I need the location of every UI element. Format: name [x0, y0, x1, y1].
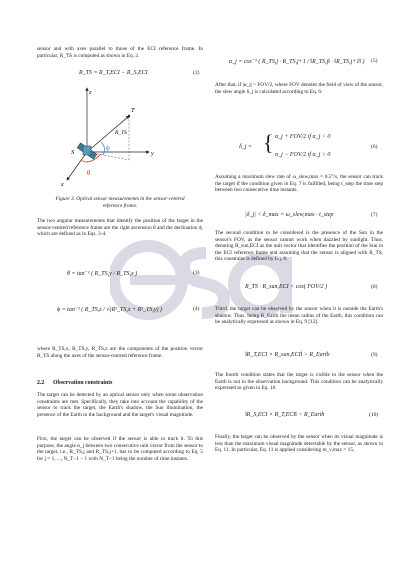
equation-4: ϕ = tan⁻¹ ( R_TS,z / √(R²_TS,x + R²_TS,y) )	[57, 307, 163, 313]
equation-7: |δ_j| < δ_max = ω_slew,max · t_step	[245, 212, 334, 218]
left-paragraph-5: First, the target can be observed if the sensor is able to track it. To this purpose, the angle α_j between two consecutive unit vector from the sensor to the target, i.e., R_TS,j and R_TS,j+1, has to be computed according to Eq. 5 for j = 1, ..., N_T−1 − 1 with N_T−1 being the number of time instants.	[37, 436, 203, 462]
equation-6-row-1: α_j + FOV/2 if α_j < 0	[275, 134, 331, 140]
equation-7-number: (7)	[371, 212, 378, 218]
section-heading-number: 2.2	[37, 380, 45, 386]
label-y: y	[151, 151, 154, 157]
label-S: S	[71, 149, 75, 156]
equation-4-number: (4)	[193, 306, 200, 312]
right-paragraph-6: Finally, the target can be observed by the sensor when its visual magnitude is less than the maximum visual magnitude detectable by the sensor, as shown in Eq. 11. In particular, Eq. 11 is applied considering m_v,max = 15,	[215, 434, 383, 454]
label-rts: R_TS	[115, 130, 127, 136]
section-heading: Observation constraints	[53, 380, 113, 386]
equation-6-row-2: α_j − FOV/2 if α_j > 0	[275, 152, 331, 158]
label-z: z	[89, 90, 92, 96]
equation-2-number: (2)	[193, 70, 200, 76]
equation-3-number: (3)	[193, 270, 200, 276]
equation-6-number: (6)	[371, 144, 378, 150]
equation-10: ‖R_S,ECI × R_T,ECI‖ < R_Earth	[245, 412, 325, 418]
equation-2: R_TS = R_T,ECI − R_S,ECI	[79, 70, 148, 76]
left-paragraph-1: sensor and with axes parallel to those of the ECI reference frame. In particular, R_TS is computed as shown in Eq. 2.	[37, 46, 203, 59]
label-T: T	[131, 107, 135, 114]
equation-8: R_TS · R_sun,ECI < cos( FOV/2 )	[245, 284, 328, 290]
equation-10-number: (10)	[369, 412, 379, 418]
equation-9: ‖R_T,ECI × R_sun,ECI‖ > R_Earth	[245, 352, 330, 358]
phi-arc	[101, 142, 105, 155]
left-paragraph-4: The target can be detected by an optical sensor only when some observation constraints are met. Specifically, they take into account the capability of the sensor to track the target, the Earth's shadow, the Sun illumination, the presence of the Earth in the background and the target's visual magnitude.	[37, 392, 203, 418]
equation-5: α_j = cos⁻¹ ( R_TS,j · R_TS,j+1 / ‖R_TS,j‖ · ‖R_TS,j+1‖ )	[229, 59, 365, 65]
left-paragraph-2: The two angular measurements that identify the position of the target in the sensor-centred reference frame are the right ascension θ and the declination ϕ, which are defined as in Eqs. 3-4.	[37, 218, 203, 238]
right-paragraph-3: The second condition to be considered is the presence of the Sun in the sensor's FOV, as the sensor cannot work when dazzled by sunlight. Thus, denoting R_sun,ECI as the unit vector that identifies the position of the Sun in the ECI reference frame and assuming that the sensor is aligned with R_TS, this constraint is defined by Eq. 8.	[215, 230, 383, 263]
equation-5-number: (5)	[371, 58, 378, 64]
x-axis	[67, 152, 87, 180]
target-point	[128, 115, 130, 117]
right-paragraph-5: The fourth condition states that the target is visible to the sensor when the Earth is not in the observation background. This condition can be analytically expressed as given in Eq. 10.	[215, 372, 383, 392]
equation-3: θ = tan⁻¹ ( R_TS,y / R_TS,x )	[67, 271, 138, 277]
label-phi: ϕ	[106, 144, 110, 152]
equation-8-number: (8)	[371, 284, 378, 290]
right-paragraph-1: After that, if |α_j| > FOV/2, where FOV denotes the field of view of the sensor, the slew angle δ_j is calculated according to Eq. 6.	[215, 82, 383, 95]
label-x: x	[61, 182, 64, 188]
left-paragraph-3: where R_TS,x, R_TS,y, R_TS,z are the components of the position vector R_TS along the axes of the sensor-centred reference frame.	[37, 346, 203, 359]
figure-3-diagram	[37, 80, 203, 190]
figure-3-caption: Figure 3. Optical sensor measurements in the sensor-centred reference frame.	[55, 196, 185, 209]
equation-6-lhs: δ_j =	[239, 144, 253, 150]
label-theta: θ	[87, 169, 91, 177]
equation-6-brace: {	[263, 130, 274, 155]
right-paragraph-2: Assuming a maximum slew rate of ω_slew,max = 0.5°/s, the sensor can track the target if the condition given in Eq. 7 is fulfilled, being t_step the time step between two consecutive time instants.	[215, 174, 383, 194]
right-paragraph-4: Third, the target can be observed by the sensor when it is outside the Earth's shadow. Thus, being R_Earth the mean radius of the Earth, this condition can be analytically expressed as shown in Eq. 9 [12].	[215, 306, 383, 326]
equation-9-number: (9)	[371, 352, 378, 358]
